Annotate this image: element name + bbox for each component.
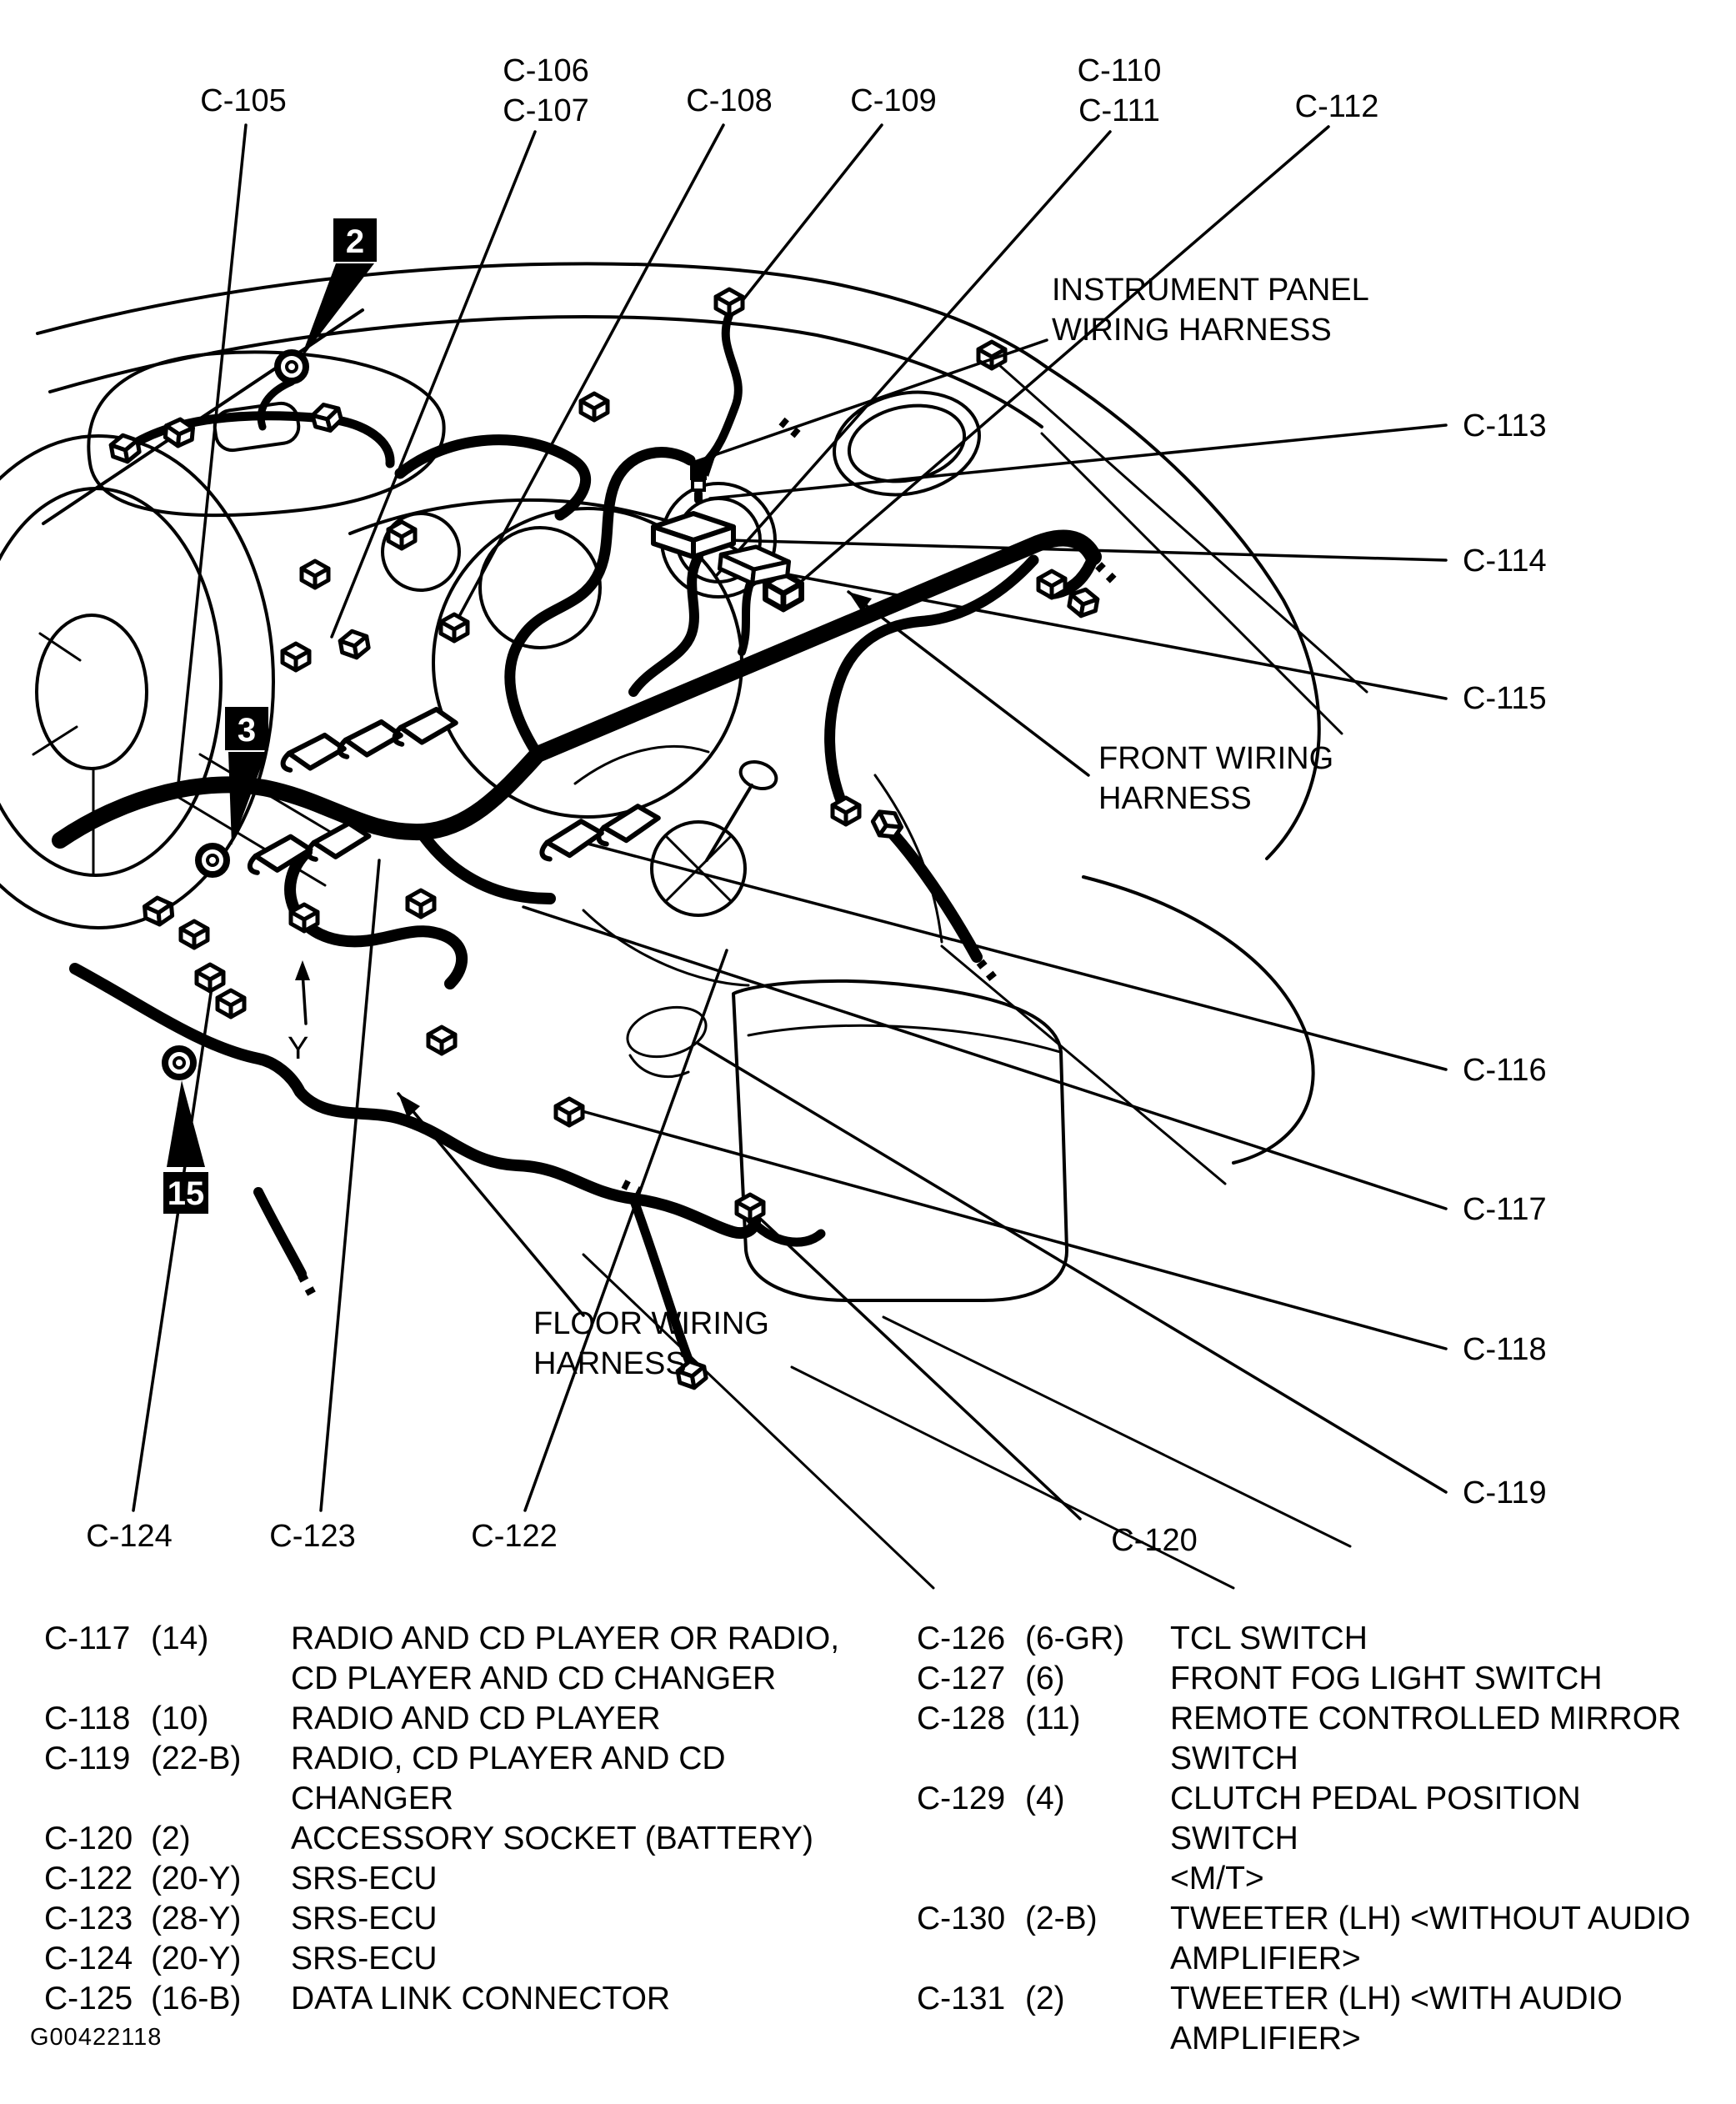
front-harness-label-line1: FRONT WIRING <box>1098 741 1334 776</box>
legend-desc <box>1170 1659 1717 1699</box>
legend-code: C-117 <box>44 1621 131 1656</box>
connector-cube <box>581 393 608 420</box>
legend-desc-line: CLUTCH PEDAL POSITION SWITCH <box>1170 1781 1581 1856</box>
legend-desc-line: TWEETER (LH) <WITHOUT AUDIO <box>1170 1901 1691 1936</box>
legend-column-right <box>917 1619 1717 2059</box>
legend-code: C-123 <box>44 1901 133 1936</box>
callout-c105: C-105 <box>200 83 287 118</box>
callout-c111: C-111 <box>1078 93 1160 128</box>
legend-code: C-126 <box>917 1621 1006 1656</box>
instrument-panel-harness-label-line1: INSTRUMENT PANEL <box>1052 273 1369 308</box>
legend-code: C-127 <box>917 1661 1006 1696</box>
marker-2-label: 2 <box>345 223 365 260</box>
legend-desc-line: SRS-ECU <box>291 1901 438 1936</box>
callout-c123: C-123 <box>269 1519 356 1554</box>
connector-cube <box>197 964 223 991</box>
legend-desc-line: SRS-ECU <box>291 1941 438 1976</box>
legend-desc-line: RADIO AND CD PLAYER <box>291 1701 661 1736</box>
instrument-panel-harness-path <box>60 538 1093 840</box>
legend-code: C-119 <box>44 1741 131 1776</box>
legend-code: C-125 <box>44 1981 133 2016</box>
legend-desc <box>291 1939 890 1979</box>
connector-cube <box>291 904 318 931</box>
legend-row <box>44 1819 890 1859</box>
marker-15-arrow <box>167 1080 205 1167</box>
legend-pins: (6) <box>1025 1661 1065 1696</box>
connector-cube <box>302 561 328 588</box>
legend-row <box>44 1699 890 1739</box>
legend-row <box>44 1619 890 1699</box>
legend-row <box>44 1979 890 2019</box>
legend-desc <box>291 1859 890 1899</box>
callout-c108: C-108 <box>686 83 773 118</box>
legend-pins: (28-Y) <box>151 1901 242 1936</box>
leader-c117 <box>523 907 1446 1209</box>
legend-pins: (10) <box>151 1701 209 1736</box>
legend-desc <box>291 1979 890 2019</box>
legend-code: C-120 <box>44 1821 133 1856</box>
leader-c110-c111 <box>717 132 1110 575</box>
legend-pins: (14) <box>151 1621 209 1656</box>
legend-pins: (4) <box>1025 1781 1065 1816</box>
callout-c116: C-116 <box>1463 1053 1547 1088</box>
callout-c110: C-110 <box>1077 53 1162 88</box>
floor-harness-leader <box>398 1094 583 1315</box>
leader-c105 <box>178 125 246 792</box>
connector-cube <box>283 644 309 670</box>
legend-pins: (16-B) <box>151 1981 242 2016</box>
connector-cube <box>408 890 434 917</box>
legend-code: C-118 <box>44 1701 131 1736</box>
leader-c119 <box>698 1044 1446 1492</box>
legend-pins: (2) <box>1025 1981 1065 2016</box>
floor-harness-label-line1: FLOOR WIRING <box>533 1306 769 1341</box>
legend-pins: (6-GR) <box>1025 1621 1125 1656</box>
callout-c106: C-106 <box>503 53 589 88</box>
legend-pins: (22-B) <box>151 1741 242 1776</box>
legend-desc <box>1170 1699 1717 1779</box>
connector-plug <box>537 817 605 862</box>
connector-cube <box>1038 571 1065 598</box>
legend-row <box>917 1979 1717 2059</box>
callout-c113: C-113 <box>1463 408 1547 443</box>
callout-c114: C-114 <box>1463 544 1547 579</box>
y-branch-arrowhead <box>295 960 310 980</box>
leader-c122 <box>525 950 727 1510</box>
legend-desc-line: REMOTE CONTROLLED MIRROR <box>1170 1701 1682 1736</box>
legend-desc-line: TCL SWITCH <box>1170 1621 1368 1656</box>
legend-desc <box>291 1819 890 1859</box>
leader-c106-c107 <box>332 132 535 637</box>
legend-desc <box>291 1739 890 1819</box>
legend-desc-line: CHANGER <box>291 1781 454 1816</box>
legend-row <box>917 1659 1717 1699</box>
legend-code: C-131 <box>917 1981 1006 2016</box>
connector-cube <box>218 990 244 1017</box>
grommet-connector <box>165 1049 193 1077</box>
instrument-panel-harness-leader <box>690 340 1047 463</box>
connector-cube <box>311 401 343 433</box>
legend-row <box>917 1699 1717 1779</box>
grommet-connector <box>198 846 227 874</box>
legend-desc-line: RADIO AND CD PLAYER OR RADIO, <box>291 1621 840 1656</box>
legend-desc-line: AMPLIFIER> <box>1170 2021 1361 2056</box>
legend-pins: (11) <box>1025 1701 1081 1736</box>
legend-desc <box>1170 1979 1717 2059</box>
legend-code: C-130 <box>917 1901 1006 1936</box>
marker-3-arrow <box>228 752 267 845</box>
legend-row <box>44 1939 890 1979</box>
legend-desc-line: TWEETER (LH) <WITH AUDIO <box>1170 1981 1623 2016</box>
leader-c123 <box>321 860 379 1510</box>
legend-desc-line: CD PLAYER AND CD CHANGER <box>291 1661 777 1696</box>
connector-cube <box>833 798 859 824</box>
callout-c117: C-117 <box>1463 1192 1547 1227</box>
legend-desc <box>1170 1619 1717 1659</box>
connector-cube <box>181 921 208 948</box>
legend-pins: (2-B) <box>1025 1901 1098 1936</box>
legend-row <box>44 1859 890 1899</box>
legend-desc-line: SWITCH <box>1170 1741 1298 1776</box>
y-branch-label: Y <box>288 1031 309 1066</box>
leader-c116 <box>588 844 1446 1070</box>
connector-cube <box>144 897 173 926</box>
srs-connector-plug <box>246 833 313 875</box>
connector-cube <box>428 1027 455 1054</box>
connector-plug <box>593 802 662 847</box>
callout-c120: C-120 <box>1111 1523 1198 1558</box>
legend-desc-line: DATA LINK CONNECTOR <box>291 1981 671 2016</box>
legend-code: C-129 <box>917 1781 1006 1816</box>
connector-cube <box>716 289 743 316</box>
legend-row <box>917 1619 1717 1659</box>
srs-connector-plug <box>391 706 458 747</box>
leader-c112 <box>796 127 1328 586</box>
figure-code: G00422118 <box>30 2024 163 2051</box>
legend-desc <box>291 1699 890 1739</box>
front-harness-label-line2: HARNESS <box>1098 781 1252 816</box>
legend-desc <box>291 1899 890 1939</box>
legend-desc-line: ACCESSORY SOCKET (BATTERY) <box>291 1821 814 1856</box>
connector-cube <box>556 1099 583 1125</box>
callout-c118: C-118 <box>1463 1332 1547 1367</box>
connector-cube <box>339 629 370 659</box>
legend-desc-line: SRS-ECU <box>291 1861 438 1896</box>
legend-code: C-122 <box>44 1861 133 1896</box>
legend-row <box>917 1779 1717 1899</box>
floor-harness-label-line2: HARNESS <box>533 1346 687 1381</box>
callout-c107: C-107 <box>503 93 589 128</box>
legend-pins: (20-Y) <box>151 1861 242 1896</box>
callout-c119: C-119 <box>1463 1475 1547 1510</box>
legend-desc-line: FRONT FOG LIGHT SWITCH <box>1170 1661 1603 1696</box>
legend-desc <box>291 1619 890 1699</box>
legend-desc-line: AMPLIFIER> <box>1170 1941 1361 1976</box>
legend-desc-line: RADIO, CD PLAYER AND CD <box>291 1741 726 1776</box>
legend-column-left <box>44 1619 890 2019</box>
instrument-panel-harness-label-line2: WIRING HARNESS <box>1052 313 1332 348</box>
legend-code: C-128 <box>917 1701 1006 1736</box>
connector-cube <box>441 614 468 641</box>
leader-c120 <box>757 1215 1080 1519</box>
callout-c124: C-124 <box>86 1519 173 1554</box>
srs-connector-plug <box>279 732 346 773</box>
callout-c115: C-115 <box>1463 681 1547 716</box>
callout-c109: C-109 <box>850 83 937 118</box>
front-harness-leader <box>848 592 1088 775</box>
connector-cube <box>737 1195 763 1221</box>
legend-desc-line: <M/T> <box>1170 1861 1264 1896</box>
legend-desc <box>1170 1779 1717 1899</box>
marker-3-label: 3 <box>237 712 257 749</box>
connector-cube <box>388 522 415 549</box>
legend-pins: (20-Y) <box>151 1941 242 1976</box>
marker-15-label: 15 <box>167 1175 205 1212</box>
legend-desc <box>1170 1899 1717 1979</box>
legend-row <box>44 1739 890 1819</box>
legend-row <box>44 1899 890 1939</box>
callout-c112: C-112 <box>1294 89 1379 124</box>
legend-pins: (2) <box>151 1821 191 1856</box>
callout-c122: C-122 <box>471 1519 558 1554</box>
legend-row <box>917 1899 1717 1979</box>
legend-code: C-124 <box>44 1941 133 1976</box>
